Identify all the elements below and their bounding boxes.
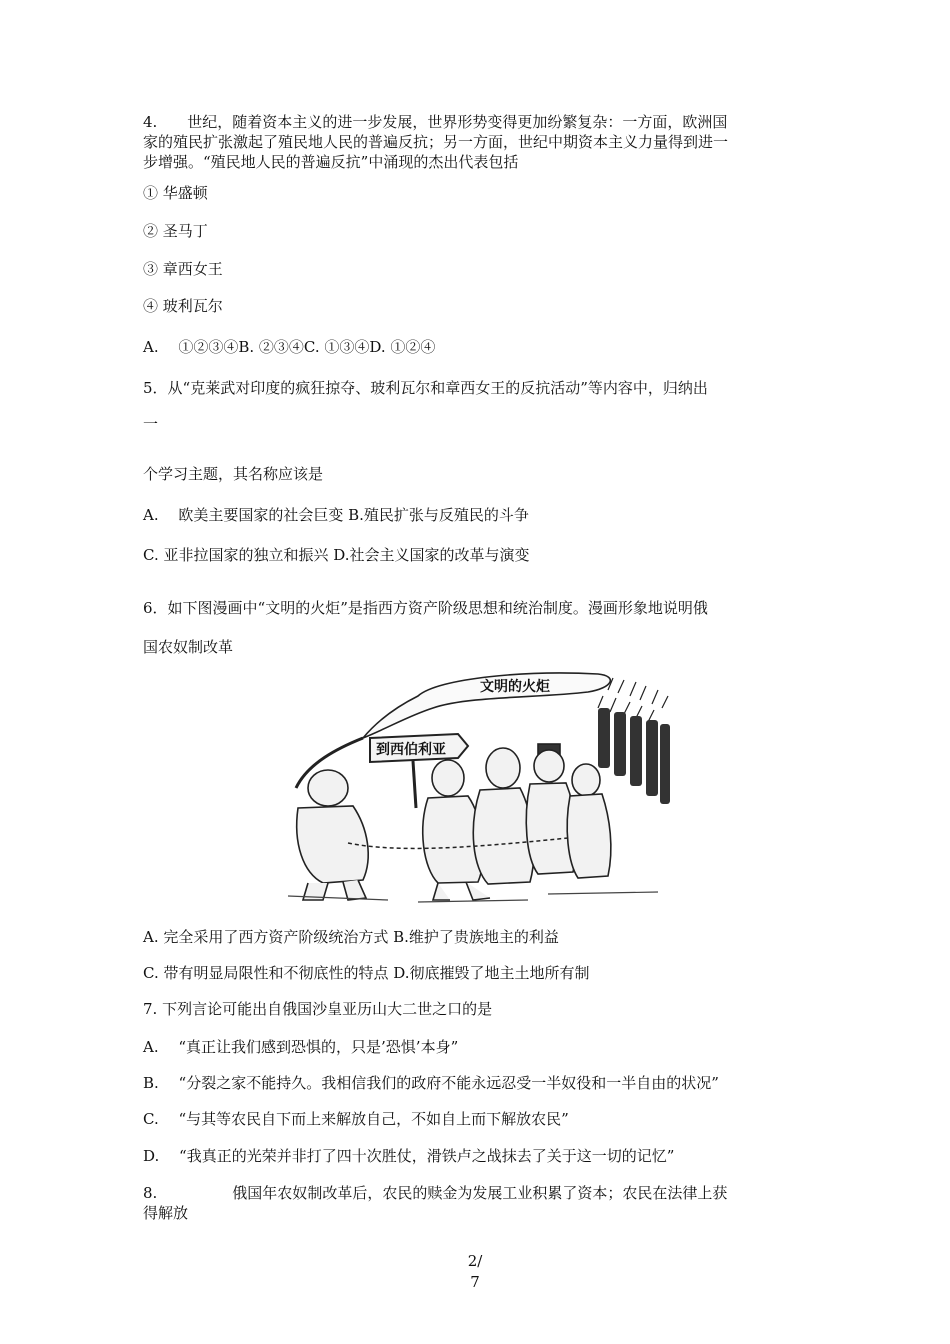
q7-option-d: D. “我真正的光荣并非打了四十次胜仗，滑铁卢之战抹去了关于这一切的记忆” — [143, 1147, 675, 1165]
q4-item-4: ④ 玻利瓦尔 — [143, 297, 223, 315]
q7-option-b: B. “分裂之家不能持久。我相信我们的政府不能永远忍受一半奴役和一半自由的状况” — [143, 1074, 719, 1092]
serfdom-reform-cartoon — [268, 668, 673, 908]
q4-stem-line-1: 4. 世纪，随着资本主义的进一步发展，世界形势变得更加纷繁复杂：一方面，欧洲国 — [143, 113, 728, 131]
torch-caption: 文明的火炬 — [480, 679, 550, 695]
q6-options-cd: C. 带有明显局限性和不彻底性的特点 D.彻底摧毁了地主土地所有制 — [143, 964, 590, 982]
q8-stem-line-1: 8. 俄国年农奴制改革后，农民的赎金为发展工业积累了资本；农民在法律上获 — [143, 1184, 728, 1202]
q6-stem-line-2: 国农奴制改革 — [143, 638, 234, 656]
q7-stem: 7. 下列言论可能出自俄国沙皇亚历山大二世之口的是 — [143, 1000, 493, 1018]
q6-stem-line-1: 6．如下图漫画中“文明的火炬”是指西方资产阶级思想和统治制度。漫画形象地说明俄 — [143, 599, 708, 617]
q4-stem-line-2: 家的殖民扩张激起了殖民地人民的普遍反抗；另一方面，世纪中期资本主义力量得到进一 — [143, 133, 729, 151]
page-total: 7 — [470, 1273, 480, 1291]
q5-stem-line-3: 个学习主题，其名称应该是 — [143, 465, 324, 483]
q4-options: A. ①②③④B. ②③④C. ①③④D. ①②④ — [143, 338, 436, 356]
q4-stem-line-3: 步增强。“殖民地人民的普遍反抗”中涌现的杰出代表包括 — [143, 153, 519, 171]
q4-item-2: ② 圣马丁 — [143, 222, 208, 240]
q7-option-a: A. “真正让我们感到恐惧的，只是’恐惧’本身” — [143, 1038, 459, 1056]
q5-options-ab: A. 欧美主要国家的社会巨变 B.殖民扩张与反殖民的斗争 — [143, 506, 529, 524]
q6-options-ab: A. 完全采用了西方资产阶级统治方式 B.维护了贵族地主的利益 — [143, 928, 559, 946]
q8-stem-line-2: 得解放 — [143, 1204, 189, 1222]
q4-item-1: ① 华盛顿 — [143, 184, 208, 202]
q7-option-c: C. “与其等农民自下而上来解放自己，不如自上而下解放农民” — [143, 1110, 569, 1128]
q5-stem-line-2: 一 — [143, 415, 159, 433]
q5-stem-line-1: 5．从“克莱武对印度的疯狂掠夺、玻利瓦尔和章西女王的反抗活动”等内容中，归纳出 — [143, 379, 708, 397]
siberia-sign-text: 到西伯利亚 — [376, 742, 446, 758]
q4-item-3: ③ 章西女王 — [143, 260, 223, 278]
page-number: 2/ — [467, 1252, 483, 1270]
q5-options-cd: C. 亚非拉国家的独立和振兴 D.社会主义国家的改革与演变 — [143, 546, 530, 564]
